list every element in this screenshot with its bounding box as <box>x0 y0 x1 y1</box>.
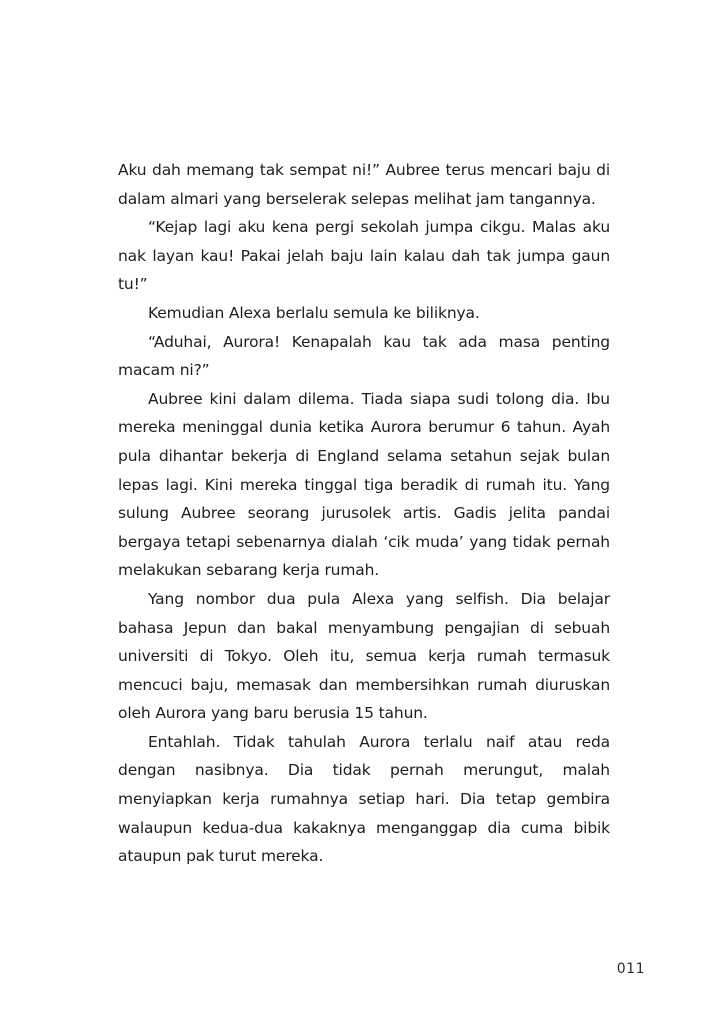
paragraph: Yang nombor dua pula Alexa yang selfish. Dia belajar bahasa Jepun dan bakal menyambung pengajian di sebuah universiti di Tokyo. Oleh itu, semua kerja rumah termasuk mencuci baju, memasak dan membersihkan rumah diuruskan oleh Aurora yang baru berusia 15 tahun. <box>118 589 610 723</box>
paragraph: Aubree kini dalam dilema. Tiada siapa sudi tolong dia. Ibu mereka meninggal dunia ketika Aurora berumur 6 tahun. Ayah pula dihantar bekerja di England selama setahun sejak bulan lepas lagi. Kini mereka tinggal tiga beradik di rumah itu. Yang sulung Aubree seorang jurusolek artis. Gadis jelita pandai bergaya tetapi sebenarnya dialah ‘cik muda’ yang tidak pernah melakukan sebarang kerja rumah. <box>118 389 610 580</box>
paragraph: Kemudian Alexa berlalu semula ke biliknya. <box>148 303 480 322</box>
paragraph: Aku dah memang tak sempat ni!” Aubree terus mencari baju di dalam almari yang berselerak selepas melihat jam tangannya. <box>118 161 610 208</box>
paragraph: “Aduhai, Aurora! Kenapalah kau tak ada masa penting macam ni?” <box>118 332 610 380</box>
page-number: 011 <box>616 961 645 977</box>
paragraph: Entahlah. Tidak tahulah Aurora terlalu naif atau reda dengan nasibnya. Dia tidak pernah merungut, malah menyiapkan kerja rumahnya setiap hari. Dia tetap gembira walaupun kedua-dua kakaknya menganggap dia cuma bibik ataupun pak turut mereka. <box>118 732 610 866</box>
paragraph: “Kejap lagi aku kena pergi sekolah jumpa cikgu. Malas aku nak layan kau! Pakai jelah baju lain kalau dah tak jumpa gaun tu!” <box>118 218 610 294</box>
page-body-text <box>118 156 610 871</box>
